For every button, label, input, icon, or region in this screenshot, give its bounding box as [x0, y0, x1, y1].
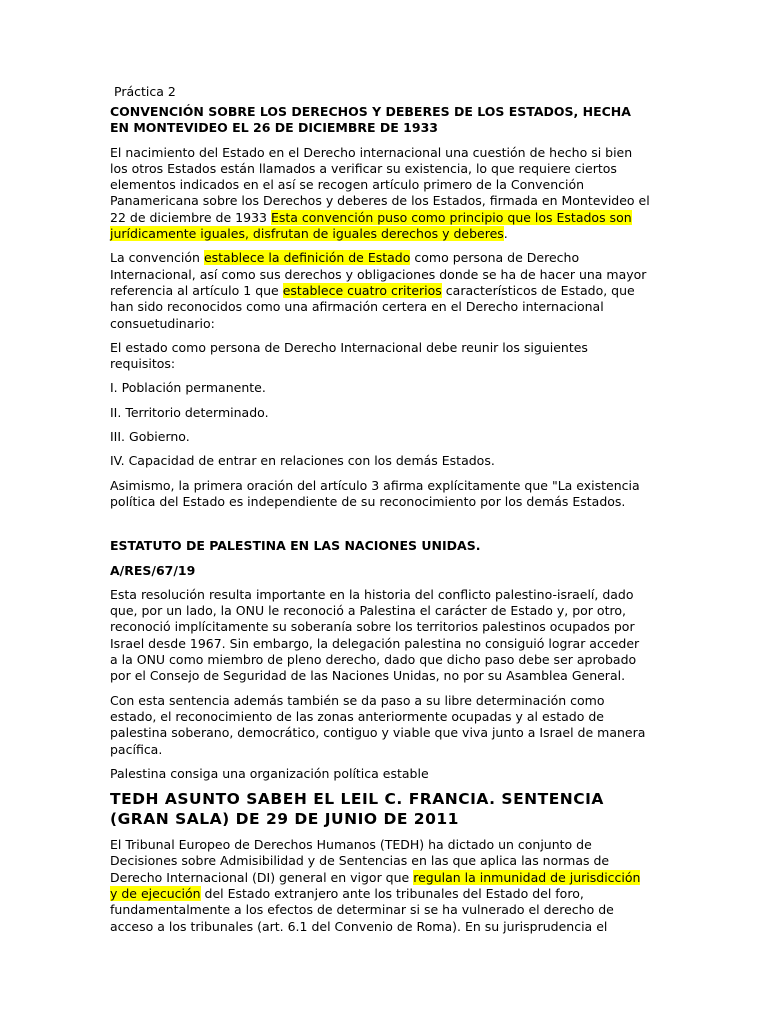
- document-page: [110, 84, 650, 943]
- paragraph: El estado como persona de Derecho Internacional debe reunir los siguientes requisitos:: [110, 339, 588, 372]
- paragraph: [110, 837, 650, 935]
- highlighted-text: establece la definición de Estado: [203, 250, 411, 266]
- highlighted-text: establece cuatro criterios: [282, 282, 442, 298]
- paragraph: Palestina consiga una organización política estable: [110, 765, 429, 781]
- paragraph: Con esta sentencia además también se da paso a su libre determinación como estado, el reconocimiento de las zonas anteriormente ocupadas y al estado de palestina soberano, democrático, contiguo y viable que viva junto a Israel de manera pacífica.: [110, 692, 646, 757]
- paragraph: Asimismo, la primera oración del artículo 3 afirma explícitamente que "La existencia política del Estado es independiente de su reconocimiento por los demás Estados.: [110, 477, 640, 509]
- paragraph: [110, 250, 650, 331]
- paragraph-text: El nacimiento del Estado en el Derecho internacional una cuestión de hecho si bien los otros Estados están llamados a verificar su existencia, lo que requiere ciertos elementos indicados en el así se recogen artículo primero de la Convención Panamericana sobre los Derechos y deberes de los Estados, firmada en Montevideo el 22 de diciembre de 1933: [110, 144, 650, 225]
- list-item: I. Población permanente.: [110, 380, 266, 396]
- paragraph-text: .: [503, 226, 508, 242]
- spacer: [110, 518, 650, 538]
- highlighted-text: Esta convención puso como principio que los Estados son jurídicamente iguales, disfrutan de iguales derechos y deberes: [110, 209, 632, 242]
- highlighted-text: regulan la inmunidad de jurisdicción y de ejecución: [110, 869, 641, 901]
- paragraph-text: característicos de Estado, que han sido reconocidos como una afirmación certera en el Derecho internacional consuetudinario:: [110, 282, 635, 331]
- paragraph-text: La convención: [110, 250, 204, 266]
- section-heading-palestine: ESTATUTO DE PALESTINA EN LAS NACIONES UNIDAS.: [110, 538, 481, 554]
- section-heading-tedh: TEDH ASUNTO SABEH EL LEIL C. FRANCIA. SENTENCIA (GRAN SALA) DE 29 DE JUNIO DE 2011: [110, 790, 604, 828]
- paragraph-text: como persona de Derecho Internacional, así como sus derechos y obligaciones donde se ha de hacer una mayor referencia al artículo 1 que: [110, 250, 647, 298]
- list-item: II. Territorio determinado.: [110, 404, 269, 420]
- section-heading-convention: CONVENCIÓN SOBRE LOS DERECHOS Y DEBERES DE LOS ESTADOS, HECHA EN MONTEVIDEO EL 26 DE DICIEMBRE DE 1933: [110, 104, 631, 136]
- practice-label: Práctica 2: [114, 84, 176, 99]
- resolution-code: A/RES/67/19: [110, 562, 196, 578]
- paragraph-text: del Estado extranjero ante los tribunales del Estado del foro, fundamentalmente a los efectos de determinar si se ha vulnerado el derecho de acceso a los tribunales (art. 6.1 del Convenio de Roma). En su jurisprudencia el: [110, 885, 614, 934]
- paragraph-text: El Tribunal Europeo de Derechos Humanos (TEDH) ha dictado un conjunto de Decisiones sobre Admisibilidad y de Sentencias en las que aplica las normas de Derecho Internacional (DI) general en vigor que: [110, 837, 610, 885]
- paragraph: [110, 145, 650, 243]
- list-item: IV. Capacidad de entrar en relaciones con los demás Estados.: [110, 453, 495, 469]
- paragraph: Esta resolución resulta importante en la historia del conflicto palestino-israelí, dado que, por un lado, la ONU le reconoció a Palestina el carácter de Estado y, por otro, reconoció implícitamente su soberanía sobre los territorios palestinos ocupados por Israel desde 1967. Sin embargo, la delegación palestina no consiguió lograr acceder a la ONU como miembro de pleno derecho, dado que dicho paso debe ser aprobado por el Consejo de Seguridad de las Naciones Unidas, no por su Asamblea General.: [110, 586, 640, 684]
- list-item: III. Gobierno.: [110, 429, 190, 445]
